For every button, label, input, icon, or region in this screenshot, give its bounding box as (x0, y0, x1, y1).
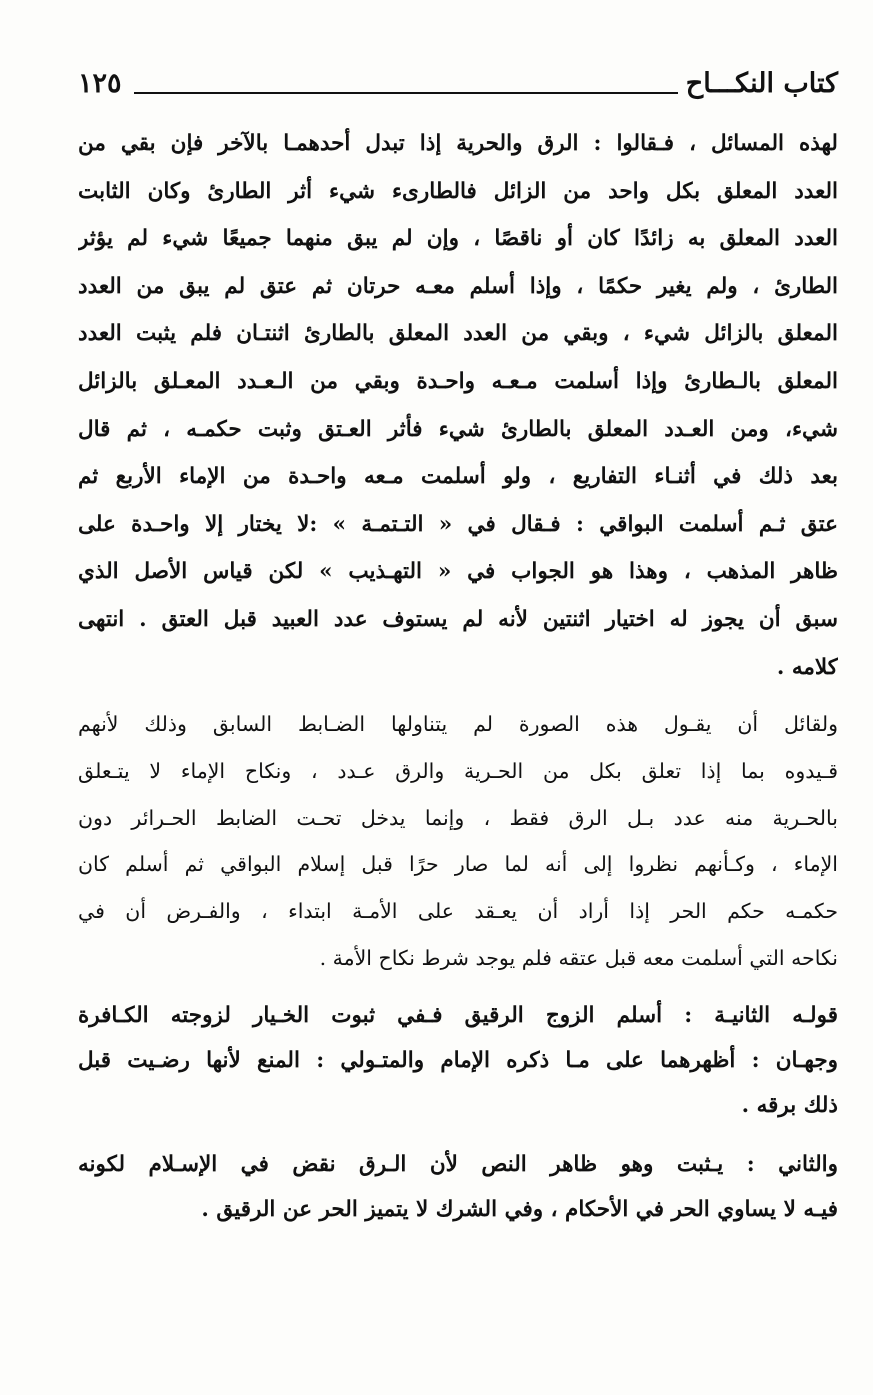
paragraph-3 (78, 993, 838, 1128)
paragraph-1 (78, 120, 838, 691)
text-line: ذلك برقه . (741, 1093, 838, 1119)
text-line: بالحـرية منه عدد بـل الرق فقط ، وإنما يدخل تحـت الضابط الحـرائر دون (78, 805, 838, 830)
text-line: والثاني : يـثبت وهو ظاهر النص لأن الـرق نقض في الإسـلام لكونه (78, 1152, 838, 1178)
text-line: بعد ذلك في أثنـاء التفاريع ، ولو أسلمت مـعه واحـدة من الإماء الأربع ثم (78, 464, 838, 490)
text-line: فيـه لا يساوي الحر في الأحكام ، وفي الشرك لا يتميز الحر عن الرقيق . (201, 1197, 838, 1223)
page-header (78, 68, 838, 108)
running-title: كتاب النكـــاح (685, 68, 838, 99)
text-line: الإماء ، وكـأنهم نظروا إلى أنه لما صار حرًا قبل إسلام البواقي ثم أسلم كان (78, 852, 838, 877)
text-line: شيء، ومن العـدد المعلق بالطارئ شيء فأثر العـتق وثبت حكمـه ، ثم قال (78, 416, 838, 442)
text-line: الطارئ ، ولم يغير حكمًا ، وإذا أسلم معـه حرتان ثم عتق لم يبق من العدد (78, 273, 838, 299)
text-line: المعلق بالـطارئ وإذا أسلمت مـعـه واحـدة وبقي من الـعـدد المعـلق بالزائل (78, 368, 838, 394)
text-line: لهذه المسائل ، فـقالوا : الرق والحرية إذا تبدل أحدهمـا بالآخر فإن بقي من (78, 131, 838, 156)
page-body (78, 120, 838, 1232)
text-line: عتق ثـم أسلمت البواقي : فـقال في « التـتمـة » :لا يختار إلا واحـدة على (78, 511, 838, 537)
text-line: قـيدوه بما إذا تعلق بكل من الحـرية والرق عـدد ، ونكاح الإماء لا يتـعلق (78, 758, 838, 783)
text-line: حكمـه حكم الحر إذا أراد أن يعـقد على الأمـة ابتداء ، والفـرض أن في (78, 898, 838, 923)
text-line: قولـه الثانيـة : أسلم الزوج الرقيق فـفي ثبوت الخـيار لزوجته الكـافرة (78, 1003, 838, 1029)
text-line: وجهـان : أظهرهما على مـا ذكره الإمام والمتـولي : المنع لأنها رضـيت قبل (78, 1048, 838, 1074)
header-rule (134, 92, 678, 94)
text-line: العدد المعلق بكل واحد من الزائل فالطارىء شيء أثر الطارئ وكان الثابت (78, 178, 838, 204)
text-line: نكاحه التي أسلمت معه قبل عتقه فلم يوجد شرط نكاح الأمة . (319, 945, 838, 970)
paragraph-4 (78, 1142, 838, 1232)
paragraph-2 (78, 701, 838, 981)
text-line: كلامه . (776, 654, 838, 680)
text-line: ولقائل أن يقـول هذه الصورة لم يتناولها الضـابط السابق وذلك لأنهم (78, 712, 838, 737)
page-number: ١٢٥ (78, 68, 122, 99)
text-line: المعلق بالزائل شيء ، وبقي من العدد المعلق بالطارئ اثنتـان فلم يثبت العدد (78, 321, 838, 347)
text-line: العدد المعلق به زائدًا كان أو ناقصًا ، وإن لم يبق منهما جميعًا شيء لم يؤثر (78, 226, 838, 252)
text-line: ظاهر المذهب ، وهذا هو الجواب في « التهـذيب » لكن قياس الأصل الذي (78, 559, 838, 585)
text-line: سبق أن يجوز له اختيار اثنتين لأنه لم يستوف عدد العبيد قبل العتق . انتهى (78, 606, 838, 632)
